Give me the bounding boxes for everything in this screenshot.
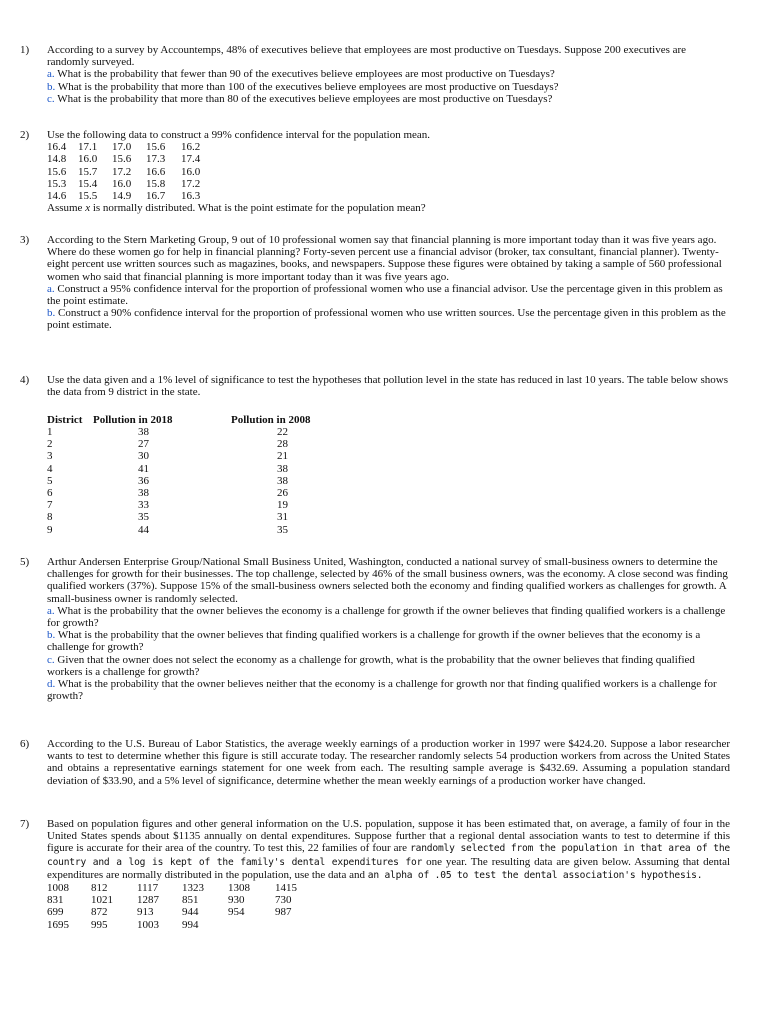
sub-question xyxy=(47,654,730,678)
sub-label: a. xyxy=(47,282,55,295)
question-7 xyxy=(20,818,730,931)
table-cell: 4 xyxy=(47,462,53,475)
table-cell: 16.7 xyxy=(146,190,166,203)
data-table xyxy=(47,882,297,931)
table-row xyxy=(47,438,310,450)
table-cell: 954 xyxy=(228,906,245,919)
question-number: 7) xyxy=(20,818,30,830)
sub-label: b. xyxy=(47,307,56,320)
table-cell: 7 xyxy=(47,499,53,512)
sub-question xyxy=(47,678,730,702)
sub-question xyxy=(47,93,730,105)
table-row xyxy=(47,487,310,499)
table-cell: 1415 xyxy=(275,882,297,895)
table-cell: 31 xyxy=(277,511,288,524)
sub-question xyxy=(47,283,730,307)
sub-label: c. xyxy=(47,653,55,666)
question-text: According to a survey by Accountemps, 48% of executives believe that employees are most productive on Tuesdays. Suppose 200 executives are randomly surveyed. xyxy=(47,44,687,69)
question-6 xyxy=(20,738,730,787)
table-cell: 1003 xyxy=(137,918,159,931)
table-cell: 14.9 xyxy=(112,190,132,203)
table-cell: 15.5 xyxy=(78,190,98,203)
table-cell: 14.6 xyxy=(47,190,67,203)
table-cell: 17.2 xyxy=(112,165,132,178)
footer-text: is normally distributed. What is the point estimate for the population mean? xyxy=(92,202,426,215)
question-text xyxy=(47,818,730,882)
table-cell: 15.6 xyxy=(47,165,67,178)
table-cell: 8 xyxy=(47,511,53,524)
table-cell: 3 xyxy=(47,450,53,463)
sub-text: Given that the owner does not select the economy as a challenge for growth, what is the probability that the owner believes that finding qualified workers is a challenge for growth? xyxy=(47,653,695,678)
table-cell: 994 xyxy=(182,918,199,931)
sub-text: Construct a 90% confidence interval for the proportion of professional women who use written sources. Use the percentage given in this problem as the point estimate. xyxy=(47,307,726,332)
sub-label: a. xyxy=(47,604,55,617)
question-number: 5) xyxy=(20,556,30,568)
table-cell: 16.6 xyxy=(146,165,166,178)
question-number: 2) xyxy=(20,129,30,141)
question-text: Arthur Andersen Enterprise Group/National Small Business United, Washington, conducted a national survey of small-business owners to determine the challenges for growth for their businesses. The top challenge, selected by 46% of the small business owners, was the economy. A close second was finding qualified workers (37%). Suppose 15% of the small-business owners selected both the economy and finding qualified workers as challenges for growth. A small-business owner is randomly selected. xyxy=(47,556,728,605)
sub-text: What is the probability that the owner believes the economy is a challenge for growth if the owner believes that finding qualified workers is a challenge for growth? xyxy=(47,604,726,630)
column-header: Pollution in 2008 xyxy=(231,413,311,426)
table-cell: 1308 xyxy=(228,882,250,895)
sub-text: What is the probability that fewer than 90 of the executives believe employees are most productive on Tuesdays? xyxy=(57,68,555,81)
sub-question xyxy=(47,68,730,80)
table-cell: 35 xyxy=(138,511,149,524)
sub-text: What is the probability that more than 80 of the executives believe employees are most productive on Tuesdays? xyxy=(57,92,553,105)
table-cell: 15.4 xyxy=(78,177,98,190)
table-row xyxy=(47,499,310,511)
data-table xyxy=(47,141,200,202)
table-cell: 15.6 xyxy=(112,153,132,166)
table-cell: 36 xyxy=(138,474,149,487)
question-number: 3) xyxy=(20,234,30,246)
sub-text: Construct a 95% confidence interval for the proportion of professional women who use a financial advisor. Use the percentage given in this problem as the point estimate. xyxy=(47,282,723,308)
table-cell: 38 xyxy=(138,425,149,438)
table-cell: 16.3 xyxy=(181,190,201,203)
table-cell: 1287 xyxy=(137,894,159,907)
question-5 xyxy=(20,556,730,702)
question-text-part: one year. xyxy=(426,855,467,868)
table-cell: 1323 xyxy=(182,882,204,895)
table-cell: 913 xyxy=(137,906,154,919)
question-3 xyxy=(20,234,730,332)
variable-x: x xyxy=(85,202,91,215)
table-cell: 1117 xyxy=(137,882,159,895)
table-row xyxy=(47,166,200,178)
table-cell: 944 xyxy=(182,906,199,919)
table-cell: 28 xyxy=(277,438,288,451)
table-cell: 851 xyxy=(182,894,199,907)
question-footer xyxy=(47,202,730,214)
column-header: Pollution in 2018 xyxy=(93,413,173,426)
table-cell: 699 xyxy=(47,906,64,919)
table-cell: 17.0 xyxy=(112,141,132,154)
table-cell: 17.2 xyxy=(181,177,201,190)
table-cell: 15.8 xyxy=(146,177,166,190)
question-number: 1) xyxy=(20,44,30,56)
table-cell: 16.2 xyxy=(181,141,201,154)
question-1 xyxy=(20,44,730,105)
table-cell: 987 xyxy=(275,906,292,919)
table-cell: 15.3 xyxy=(47,177,67,190)
question-4 xyxy=(20,374,730,536)
sub-question xyxy=(47,605,730,629)
table-row xyxy=(47,894,297,906)
table-cell: 14.8 xyxy=(47,153,67,166)
table-cell: 38 xyxy=(277,474,288,487)
table-cell: 35 xyxy=(277,523,288,536)
question-text-part: an alpha of .05 to test the dental association's hypothesis. xyxy=(367,869,703,881)
sub-question xyxy=(47,81,730,93)
sub-label: d. xyxy=(47,678,56,691)
question-text-part: Based on population figures and other general information on the U.S. population, suppose it has been estimated that, on average, a family of four in the United States spends about $1135 annually on dental expenditures. Suppose further that a regional dental association wants to test to determine if this figure is accurate for their area of the country. To test this, 22 families of four are xyxy=(47,818,730,855)
table-cell: 1008 xyxy=(47,882,69,895)
table-cell: 872 xyxy=(91,906,108,919)
sub-label: b. xyxy=(47,80,56,93)
table-cell: 30 xyxy=(138,450,149,463)
table-cell: 33 xyxy=(138,499,149,512)
sub-label: a. xyxy=(47,68,55,81)
table-cell: 15.7 xyxy=(78,165,98,178)
table-cell: 15.6 xyxy=(146,141,166,154)
table-cell: 5 xyxy=(47,474,53,487)
table-cell: 16.4 xyxy=(47,141,67,154)
sub-text: What is the probability that the owner believes that finding qualified workers is a challenge for growth if the owner believes that the economy is a challenge for growth? xyxy=(47,629,701,654)
question-text: According to the Stern Marketing Group, 9 out of 10 professional women say that financial planning is more important today than it was five years ago. Where do these women go for help in financial planning? Forty-seven percent use a financial advisor (broker, tax consultant, financial planner). Twenty-eight percent use written sources such as magazines, books, and newspapers. Suppose these figures were obtained by taking a sample of 560 professional women who said that financial planning is more important today than it was five years ago. xyxy=(47,234,722,283)
table-cell: 22 xyxy=(277,425,288,438)
question-number: 4) xyxy=(20,374,30,386)
table-cell: 17.1 xyxy=(78,141,98,154)
table-row xyxy=(47,882,297,894)
sub-label: b. xyxy=(47,629,56,642)
question-text-part: randomly selected from the population in that area of the country and a log is kept of the family's dental expenditures for xyxy=(47,843,731,868)
table-row xyxy=(47,450,310,462)
table-row xyxy=(47,426,310,438)
table-row xyxy=(47,511,310,523)
table-row xyxy=(47,524,310,536)
table-cell: 16.0 xyxy=(78,153,98,166)
table-cell: 41 xyxy=(138,462,149,475)
question-text: According to the U.S. Bureau of Labor Statistics, the average weekly earnings of a production worker in 1997 were $424.20. Suppose a labor researcher wants to test to determine whether this figure is still accurate today. The researcher randomly selects 54 production workers from across the United States and obtains a representative earnings statement for one week from each. The resulting sample average is $432.69. Assuming a population standard deviation of $33.90, and a 5% level of significance, determine whether the mean weekly earnings of a production worker have changed. xyxy=(47,738,730,787)
table-row xyxy=(47,153,200,165)
table-cell: 6 xyxy=(47,486,53,499)
table-cell: 2 xyxy=(47,438,53,451)
table-cell: 730 xyxy=(275,894,292,907)
table-cell: 44 xyxy=(138,523,149,536)
table-row xyxy=(47,475,310,487)
table-cell: 831 xyxy=(47,894,64,907)
footer-text: Assume xyxy=(47,202,83,215)
table-cell: 9 xyxy=(47,523,53,536)
table-cell: 38 xyxy=(277,462,288,475)
table-cell xyxy=(275,919,297,931)
sub-question xyxy=(47,307,730,331)
table-row xyxy=(47,190,200,202)
table-cell: 16.0 xyxy=(112,177,132,190)
table-row xyxy=(47,919,297,931)
table-cell: 19 xyxy=(277,499,288,512)
table-cell: 17.3 xyxy=(146,153,166,166)
table-row xyxy=(47,178,200,190)
table-row xyxy=(47,463,310,475)
sub-question xyxy=(47,629,730,653)
table-cell: 17.4 xyxy=(181,153,201,166)
pollution-table xyxy=(47,413,310,535)
question-2 xyxy=(20,129,730,214)
column-header: District xyxy=(47,413,83,426)
table-cell: 26 xyxy=(277,486,288,499)
table-cell xyxy=(228,919,275,931)
question-text: Use the following data to construct a 99% confidence interval for the population mean. xyxy=(47,129,431,141)
question-text-part: The resulting data are given below. Assuming that dental expenditures are normally distributed in the population, use the data and xyxy=(47,855,731,881)
table-cell: 1021 xyxy=(91,894,113,907)
table-cell: 995 xyxy=(91,918,108,931)
sub-text: What is the probability that more than 100 of the executives believe employees are most productive on Tuesdays? xyxy=(57,80,559,93)
table-cell: 16.0 xyxy=(181,165,201,178)
table-cell: 21 xyxy=(277,450,288,463)
table-cell: 38 xyxy=(138,486,149,499)
sub-text: What is the probability that the owner believes neither that the economy is a challenge for growth nor that finding qualified workers is a challenge for growth? xyxy=(47,678,717,703)
question-number: 6) xyxy=(20,738,30,750)
table-cell: 27 xyxy=(138,438,149,451)
table-cell: 1 xyxy=(47,425,53,438)
table-cell: 812 xyxy=(91,882,108,895)
question-text: Use the data given and a 1% level of significance to test the hypotheses that pollution level in the state has reduced in last 10 years. The table below shows the data from 9 district in the state. xyxy=(47,374,728,399)
table-cell: 930 xyxy=(228,894,245,907)
table-row xyxy=(47,906,297,918)
table-cell: 1695 xyxy=(47,918,69,931)
sub-label: c. xyxy=(47,92,55,105)
table-header-row xyxy=(47,413,310,426)
table-row xyxy=(47,141,200,153)
